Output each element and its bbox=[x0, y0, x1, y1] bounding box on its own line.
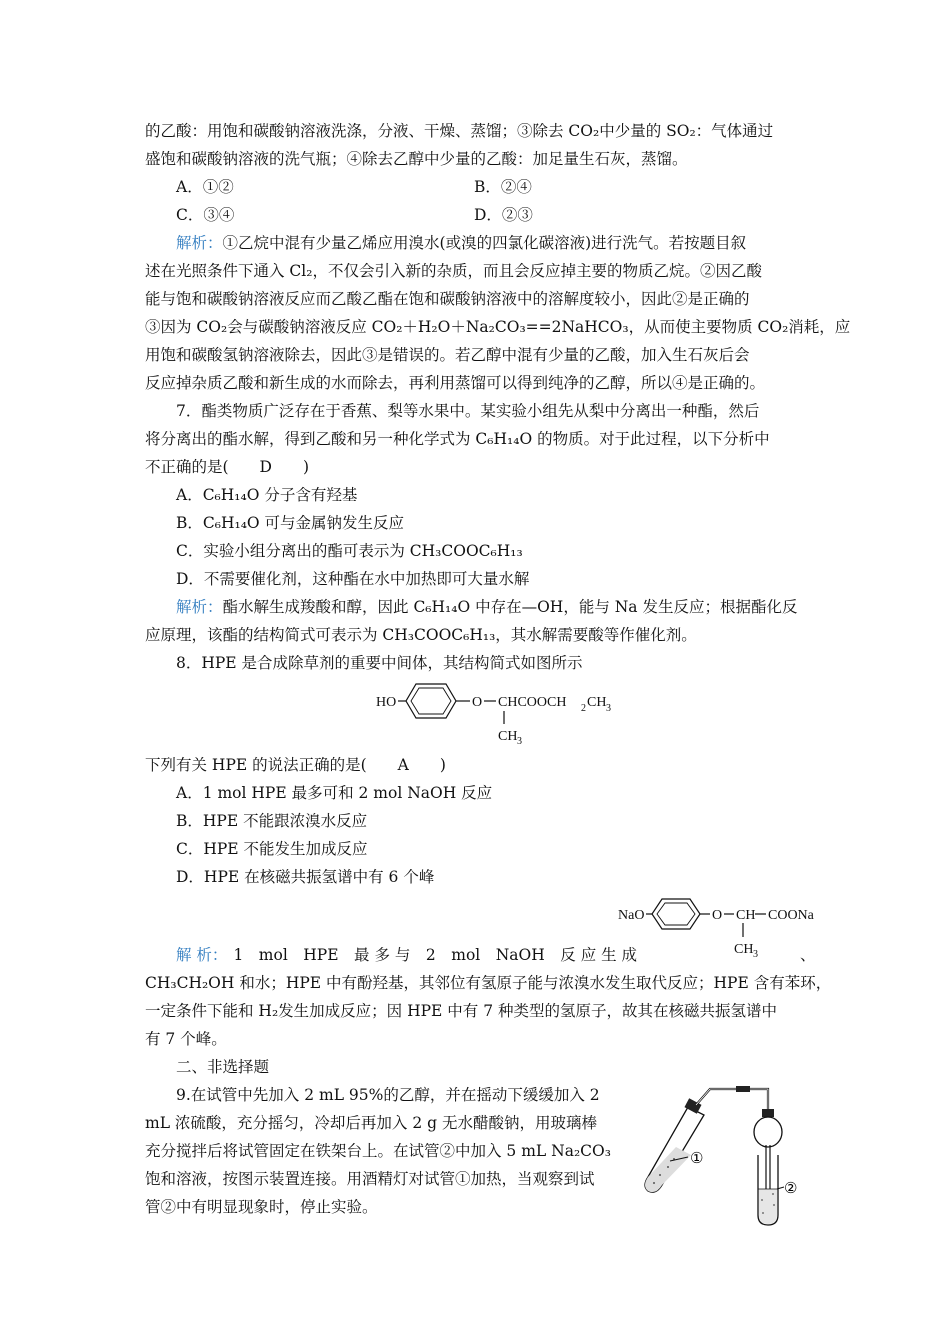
q6-analysis-line4: ③因为 CO₂会与碳酸钠溶液反应 CO₂＋H₂O＋Na₂CO₃==2NaHCO₃，从而使主要物质 CO₂消耗，应 bbox=[145, 318, 851, 336]
apparatus-diagram bbox=[640, 1085, 820, 1230]
q6-option-c: C．③④ bbox=[176, 206, 235, 224]
product-branch-ch3: CH bbox=[734, 942, 754, 957]
hpe-ether-o: O bbox=[472, 695, 483, 710]
q6-text-line1: 的乙酸：用饱和碳酸钠溶液洗涤，分液、干燥、蒸馏；③除去 CO₂中少量的 SO₂：气体通过 bbox=[145, 122, 774, 140]
q9-stem-line5: 管②中有明显现象时，停止实验。 bbox=[145, 1198, 378, 1216]
analysis-text: 酯水解生成羧酸和醇，因此 C₆H₁₄O 中存在—OH，能与 Na 发生反应；根据酯化反 bbox=[222, 598, 798, 616]
q9-stem-line4: 饱和溶液，按图示装置连接。用酒精灯对试管①加热，当观察到试 bbox=[145, 1170, 595, 1188]
q9-stem-line3: 充分搅拌后将试管固定在铁架台上。在试管②中加入 5 mL Na₂CO₃ bbox=[145, 1142, 611, 1160]
q8-analysis-line3: 一定条件下能和 H₂发生加成反应；因 HPE 中有 7 种类型的氢原子，故其在核磁共振氢谱中 bbox=[145, 1002, 777, 1020]
test-tube-2-icon bbox=[754, 1109, 782, 1225]
q6-option-a: A．①② bbox=[176, 178, 234, 196]
q8-stem-line1: 8．HPE 是合成除草剂的重要中间体，其结构简式如图所示 bbox=[176, 654, 583, 672]
benzene-ring-icon bbox=[406, 684, 456, 718]
hpe-ch3-label: CH bbox=[587, 695, 607, 710]
q6-option-b: B．②④ bbox=[474, 178, 532, 196]
q8-option-c: C．HPE 不能发生加成反应 bbox=[176, 840, 368, 858]
benzene-ring-icon bbox=[652, 899, 700, 929]
q9-stem-line2: mL 浓硫酸，充分摇匀，冷却后再加入 2 g 无水醋酸钠，用玻璃棒 bbox=[145, 1114, 597, 1132]
hpe-branch-ch3: CH bbox=[498, 729, 518, 744]
hpe-ch3-subscript: 3 bbox=[606, 703, 611, 714]
q7-option-a: A．C₆H₁₄O 分子含有羟基 bbox=[176, 486, 358, 504]
q7-analysis-line1 bbox=[176, 596, 797, 618]
q8-analysis-line1 bbox=[176, 944, 637, 966]
test-tube-1-icon bbox=[645, 1098, 704, 1192]
q7-option-b: B．C₆H₁₄O 可与金属钠发生反应 bbox=[176, 514, 405, 532]
q9-stem-line1: 9.在试管中先加入 2 mL 95%的乙醇，并在摇动下缓缓加入 2 bbox=[176, 1086, 600, 1104]
q7-option-c: C．实验小组分离出的酯可表示为 CH₃COOC₆H₁₃ bbox=[176, 542, 523, 560]
hpe-chain-label: CHCOOCH bbox=[498, 695, 567, 710]
q7-stem-line2: 将分离出的酯水解，得到乙酸和另一种化学式为 C₆H₁₄O 的物质。对于此过程，以下分析中 bbox=[145, 430, 770, 448]
analysis-label: 解析： bbox=[176, 234, 223, 252]
q8-option-a: A．1 mol HPE 最多可和 2 mol NaOH 反应 bbox=[176, 784, 493, 802]
q8-analysis-line2: CH₃CH₂OH 和水；HPE 中有酚羟基，其邻位有氢原子能与浓溴水发生取代反应；HPE 含有苯环， bbox=[145, 974, 832, 992]
q7-stem-line3: 不正确的是( D ) bbox=[145, 458, 310, 476]
q8-analysis-separator: 、 bbox=[800, 946, 816, 964]
q7-stem-line1: 7．酯类物质广泛存在于香蕉、梨等水果中。某实验小组先从梨中分离出一种酯，然后 bbox=[176, 402, 760, 420]
analysis-label: 解析： bbox=[176, 598, 223, 616]
tube-2-label: ② bbox=[784, 1181, 798, 1197]
q8-analysis-line4: 有 7 个峰。 bbox=[145, 1030, 227, 1048]
product-ch-label: CH bbox=[736, 908, 756, 923]
hpe-branch-subscript: 3 bbox=[517, 736, 522, 746]
analysis-label: 解 析： bbox=[176, 946, 228, 964]
q6-analysis-line6: 反应掉杂质乙酸和新生成的水而除去，再利用蒸馏可以得到纯净的乙醇，所以④是正确的。 bbox=[145, 374, 766, 392]
product-ether-o: O bbox=[712, 908, 723, 923]
q6-option-d: D．②③ bbox=[474, 206, 533, 224]
q7-option-d: D．不需要催化剂，这种酯在水中加热即可大量水解 bbox=[176, 570, 530, 588]
q6-analysis-line3: 能与饱和碳酸钠溶液反应而乙酸乙酯在饱和碳酸钠溶液中的溶解度较小，因此②是正确的 bbox=[145, 290, 750, 308]
q7-analysis-line2: 应原理，该酯的结构简式可表示为 CH₃COOC₆H₁₃，其水解需要酸等作催化剂。 bbox=[145, 626, 697, 644]
tube-1-label: ① bbox=[690, 1151, 704, 1167]
q6-text-line2: 盛饱和碳酸钠溶液的洗气瓶；④除去乙醇中少量的乙酸：加足量生石灰，蒸馏。 bbox=[145, 150, 688, 168]
product-coona-label: COONa bbox=[768, 908, 814, 923]
q6-analysis-line2: 述在光照条件下通入 Cl₂，不仅会引入新的杂质，而且会反应掉主要的物质乙烷。②因乙酸 bbox=[145, 262, 762, 280]
analysis-text: 1 mol HPE 最 多 与 2 mol NaOH 反 应 生 成 bbox=[233, 946, 638, 964]
product-branch-subscript: 3 bbox=[753, 949, 758, 960]
hpe-structure-diagram bbox=[372, 676, 622, 746]
product-nao-label: NaO bbox=[618, 908, 645, 923]
q6-analysis-line5: 用饱和碳酸氢钠溶液除去，因此③是错误的。若乙醇中混有少量的乙酸，加入生石灰后会 bbox=[145, 346, 750, 364]
analysis-text: ①乙烷中混有少量乙烯应用溴水(或溴的四氯化碳溶液)进行洗气。若按题目叙 bbox=[222, 234, 747, 252]
q8-option-b: B．HPE 不能跟浓溴水反应 bbox=[176, 812, 368, 830]
q8-stem-line2: 下列有关 HPE 的说法正确的是( A ) bbox=[145, 756, 446, 774]
hpe-ho-label: HO bbox=[376, 695, 397, 710]
hpe-chain-subscript: 2 bbox=[581, 703, 586, 714]
section-heading: 二、非选择题 bbox=[176, 1058, 270, 1076]
q8-option-d: D．HPE 在核磁共振氢谱中有 6 个峰 bbox=[176, 868, 435, 886]
q6-analysis-line1 bbox=[176, 232, 746, 254]
